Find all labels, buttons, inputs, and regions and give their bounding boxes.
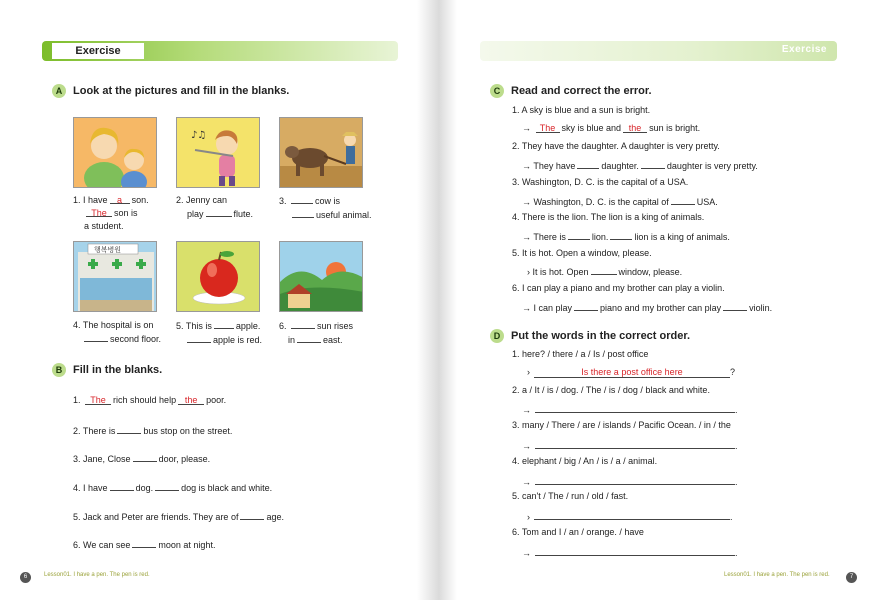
answer-text: The [539, 123, 556, 133]
caption-5: 5. This is apple. apple is red. [176, 321, 263, 345]
answer-text: The [91, 208, 107, 218]
picture-girl-flute [176, 117, 260, 188]
exercise-banner-label: Exercise [52, 43, 144, 59]
footer-text: Lesson01. I have a pen. The pen is red. [44, 572, 150, 578]
right-page [439, 0, 878, 600]
c-question-1: 1. A sky is blue and a sun is bright. [512, 105, 651, 115]
exercise-banner [42, 41, 398, 61]
c-answer-2: → They have daughter. daughter is very pretty. [522, 161, 758, 171]
caption-4: 4. The hospital is on second floor. [73, 320, 162, 344]
d-answer-4: → . [522, 474, 738, 487]
caption-6: 6. sun rises in east. [279, 321, 354, 345]
section-b-badge: B [52, 363, 66, 377]
picture-apple [176, 241, 260, 312]
picture-sunrise [279, 241, 363, 312]
b-item-2: 2. There is bus stop on the street. [73, 426, 233, 436]
caption-1: 1. I have a son. The son is a student. [73, 195, 149, 231]
section-d-heading [490, 329, 690, 343]
answer-text: the [184, 395, 198, 405]
section-d-title: Put the words in the correct order. [511, 330, 691, 342]
gutter-shadow [439, 0, 457, 600]
c-question-3: 3. Washington, D. C. is the capital of a USA. [512, 177, 689, 187]
d-question-4: 4. elephant / big / An / is / a / animal. [512, 456, 658, 466]
exercise-banner [480, 41, 837, 61]
b-item-3: 3. Jane, Close door, please. [73, 454, 211, 464]
d-question-3: 3. many / There / are / islands / Pacific Ocean. / in / the [512, 420, 731, 430]
answer-text: The [90, 395, 106, 405]
c-answer-3: → Washington, D. C. is the capital of USA. [522, 197, 718, 207]
caption-2: 2. Jenny can play flute. [176, 195, 254, 219]
section-b-heading [52, 363, 162, 377]
d-question-2: 2. a / It / is / dog. / The / is / dog / black and white. [512, 385, 710, 395]
answer-text: a [117, 195, 123, 205]
c-answer-1: → The sky is blue and the sun is bright. [522, 123, 701, 133]
b-item-1: 1. The rich should help the poor. [73, 395, 227, 405]
section-a-title: Look at the pictures and fill in the blanks. [73, 85, 290, 97]
c-question-2: 2. They have the daughter. A daughter is very pretty. [512, 141, 720, 151]
section-a-badge: A [52, 84, 66, 98]
caption-3: 3. cow is useful animal. [279, 196, 372, 220]
exercise-banner-label: Exercise [781, 44, 827, 55]
b-item-4: 4. I have dog. dog is black and white. [73, 483, 273, 493]
hospital-sign: 행복병원 [94, 246, 122, 254]
d-answer-2: → . [522, 402, 738, 415]
picture-cow-farmer [279, 117, 363, 188]
answer-text: Is there a post office here [581, 367, 683, 377]
section-c-title: Read and correct the error. [511, 85, 652, 97]
section-d-badge: D [490, 329, 504, 343]
d-answer-1: › Is there a post office here ? [527, 367, 736, 377]
c-answer-4: → There is lion. lion is a king of animals. [522, 232, 730, 242]
section-b-title: Fill in the blanks. [73, 364, 163, 376]
section-c-heading [490, 84, 652, 98]
section-a-heading [52, 84, 289, 98]
c-answer-5: › It is hot. Open window, please. [527, 267, 683, 277]
d-question-1: 1. here? / there / a / Is / post office [512, 349, 649, 359]
d-answer-5: › . [527, 509, 733, 522]
picture-hospital [73, 241, 157, 312]
c-question-5: 5. It is hot. Open a window, please. [512, 248, 652, 258]
page-number: 6 [20, 572, 31, 583]
c-question-4: 4. There is the lion. The lion is a king of animals. [512, 212, 705, 222]
d-question-6: 6. Tom and I / an / orange. / have [512, 527, 644, 537]
c-answer-6: → I can play piano and my brother can play violin. [522, 303, 773, 313]
d-question-5: 5. can't / The / run / old / fast. [512, 491, 629, 501]
section-c-badge: C [490, 84, 504, 98]
picture-mother-son [73, 117, 157, 188]
page-number: 7 [846, 572, 857, 583]
b-item-6: 6. We can see moon at night. [73, 540, 216, 550]
c-question-6: 6. I can play a piano and my brother can play a violin. [512, 283, 725, 293]
b-item-5: 5. Jack and Peter are friends. They are of age. [73, 512, 284, 522]
gutter-shadow [417, 0, 439, 600]
footer-text: Lesson01. I have a pen. The pen is red. [724, 572, 830, 578]
answer-text: the [628, 123, 642, 133]
d-answer-3: → . [522, 438, 738, 451]
d-answer-6: → . [522, 545, 738, 558]
svg-text:♪♫: ♪♫ [191, 130, 207, 141]
